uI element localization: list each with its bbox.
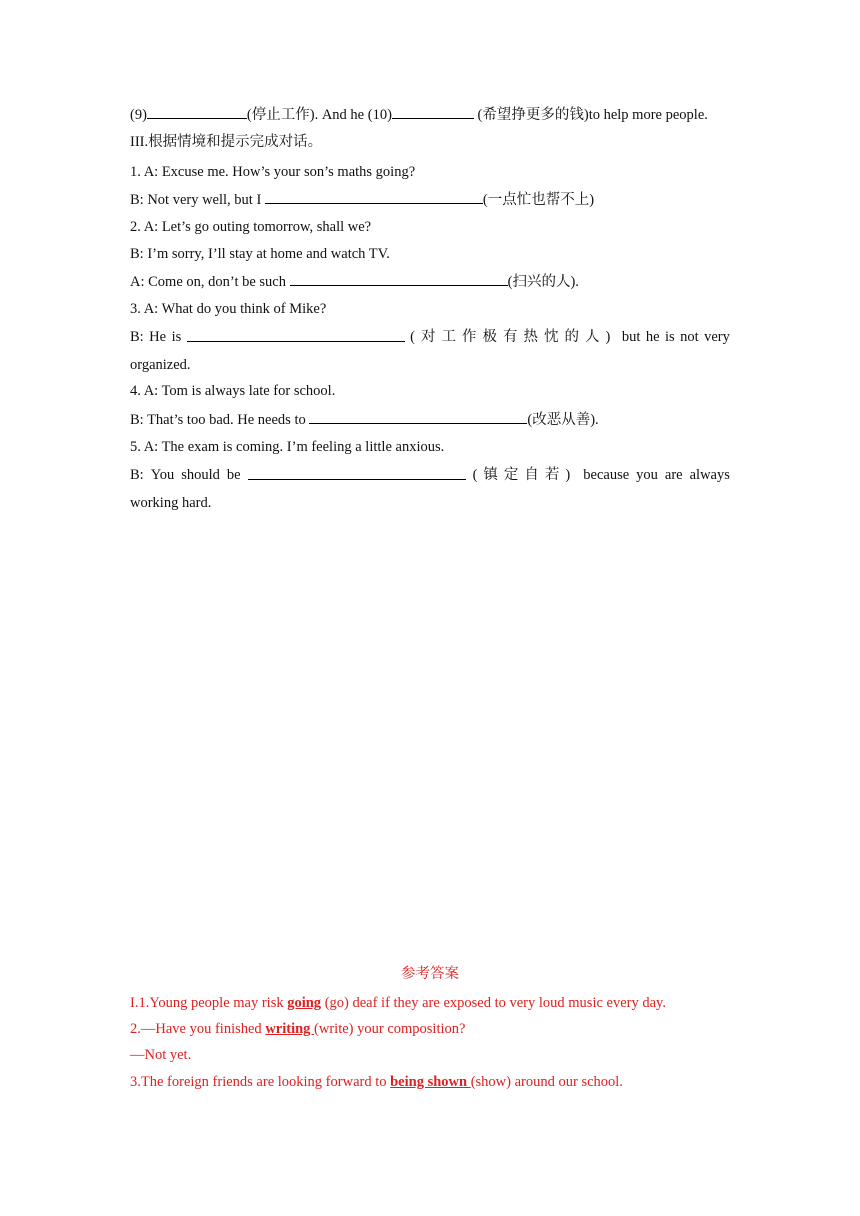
dialogue-2-a: 2. A: Let’s go outing tomorrow, shall we? — [130, 219, 372, 235]
dialogue-3-b: B: He is (对工作极有热忱的人) but he is not very — [130, 329, 730, 345]
answer-2: 2.—Have you finished writing (write) your composition? — [130, 1021, 466, 1037]
answer-2-word: writing — [265, 1021, 315, 1037]
blank-2 — [290, 271, 508, 286]
hint-3: (对工作极有热忱的人) — [410, 329, 617, 345]
item-number-9: (9) — [130, 107, 147, 123]
dialogue-5-b: B: You should be (镇定自若) because you are always — [130, 467, 730, 483]
answer-3: 3.The foreign friends are looking forward to being shown (show) around our school. — [130, 1074, 623, 1090]
dialogue-1-a: 1. A: Excuse me. How’s your son’s maths going? — [130, 164, 416, 180]
blank-1 — [265, 189, 483, 204]
blank-10 — [392, 104, 474, 119]
dialogue-2-b: B: I’m sorry, I’ll stay at home and watch TV. — [130, 246, 390, 262]
dialogue-1-b: B: Not very well, but I (一点忙也帮不上) — [130, 189, 594, 210]
hint-2: (扫兴的人). — [507, 274, 579, 290]
blank-4 — [309, 409, 527, 424]
answer-3-word: being shown — [390, 1074, 471, 1090]
blank-9 — [147, 104, 247, 119]
hint-10: (希望挣更多的钱)to help more people. — [473, 107, 708, 123]
answer-1-word: going — [287, 995, 322, 1011]
answer-1: I.1.Young people may risk going (go) deaf if they are exposed to very loud music every day. — [130, 995, 666, 1011]
answers-title: 参考答案 — [401, 966, 459, 982]
hint-4: (改恶从善). — [527, 412, 599, 428]
blank-3 — [187, 327, 405, 342]
dialogue-3-a: 3. A: What do you think of Mike? — [130, 301, 327, 317]
blank-5 — [248, 465, 466, 480]
hint-5: (镇定自若) — [472, 467, 577, 483]
dialogue-3-cont: organized. — [130, 357, 191, 373]
dialogue-4-b: B: That’s too bad. He needs to (改恶从善). — [130, 409, 599, 430]
dialogue-2-c: A: Come on, don’t be such (扫兴的人). — [130, 271, 579, 292]
answer-2-reply: —Not yet. — [130, 1047, 192, 1063]
dialogue-4-a: 4. A: Tom is always late for school. — [130, 383, 336, 399]
dialogue-5-cont: working hard. — [130, 495, 212, 511]
carry-over-line — [130, 104, 708, 125]
section-title: III.根据情境和提示完成对话。 — [130, 134, 323, 150]
hint-1: (一点忙也帮不上) — [482, 192, 595, 208]
hint-9: (停止工作). And he (10) — [246, 107, 392, 123]
dialogue-5-a: 5. A: The exam is coming. I’m feeling a little anxious. — [130, 439, 445, 455]
